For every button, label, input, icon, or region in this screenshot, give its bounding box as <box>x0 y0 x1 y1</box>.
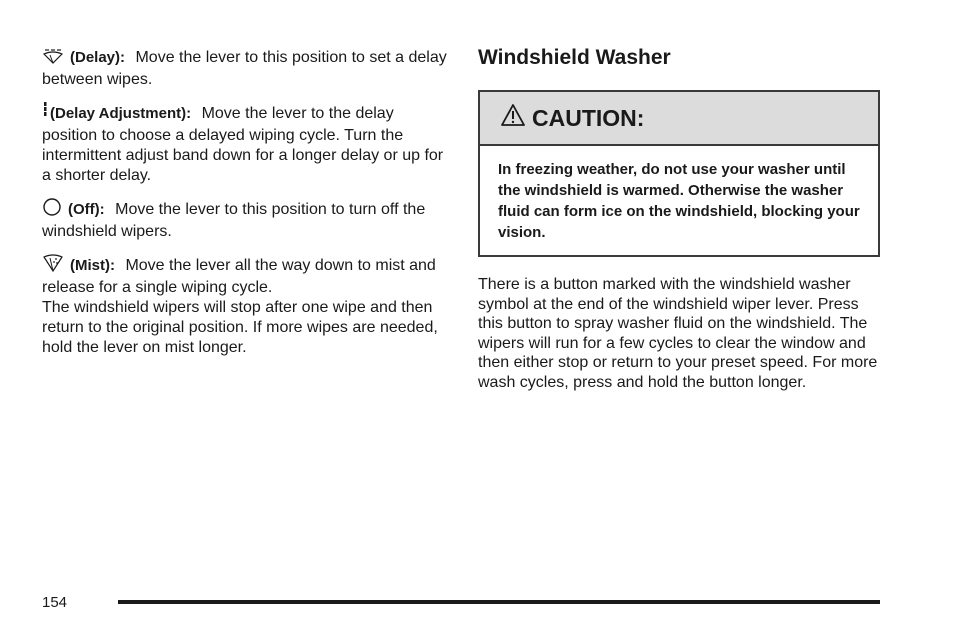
left-column <box>42 48 452 358</box>
mist-term: (Mist): <box>70 257 115 274</box>
wiper-mist-icon <box>42 254 64 278</box>
caution-box <box>478 90 880 257</box>
delay-adjust-band-icon <box>42 102 48 126</box>
delay-term: (Delay): <box>70 49 126 66</box>
right-column <box>478 44 880 392</box>
caution-header <box>480 92 878 146</box>
delay-adjustment-term: (Delay Adjustment): <box>50 105 192 122</box>
mist-paragraph <box>42 254 452 298</box>
wiper-delay-icon <box>42 48 64 70</box>
delay-adjustment-paragraph <box>42 102 452 186</box>
mist-text: Move the lever all the way down to mist and release for a single wiping cycle. <box>42 257 436 296</box>
off-paragraph <box>42 198 452 242</box>
delay-paragraph <box>42 48 452 90</box>
warning-triangle-icon <box>500 103 526 133</box>
delay-text: Move the lever to this position to set a delay between wipes. <box>42 49 447 88</box>
delay-adjustment-text: Move the lever to the delay position to choose a delayed wiping cycle. Turn the intermittent adjust band down for a longer delay or up for a shorter delay. <box>42 105 444 184</box>
washer-body-text: There is a button marked with the windshield washer symbol at the end of the windshield wiper lever. Press this button to spray washer fluid on the windshield. The wipers will run for a few cycles to clear the window and then either stop or return to your preset speed. For more wash cycles, press and hold the button longer. <box>478 276 878 391</box>
footer-rule <box>118 600 880 604</box>
caution-body: In freezing weather, do not use your washer until the windshield is warmed. Otherwise the washer fluid can form ice on the windshield, blocking your vision. <box>498 161 860 241</box>
page-number: 154 <box>42 594 68 611</box>
mist-followup-text: The windshield wipers will stop after one wipe and then return to the original position. If more wipes are needed, hold the lever on mist longer. <box>42 299 438 356</box>
caution-label: CAUTION: <box>532 105 645 131</box>
wiper-off-icon <box>42 198 62 222</box>
off-text: Move the lever to this position to turn off the windshield wipers. <box>42 201 426 240</box>
off-term: (Off): <box>68 201 105 218</box>
section-title: Windshield Washer <box>478 46 671 69</box>
